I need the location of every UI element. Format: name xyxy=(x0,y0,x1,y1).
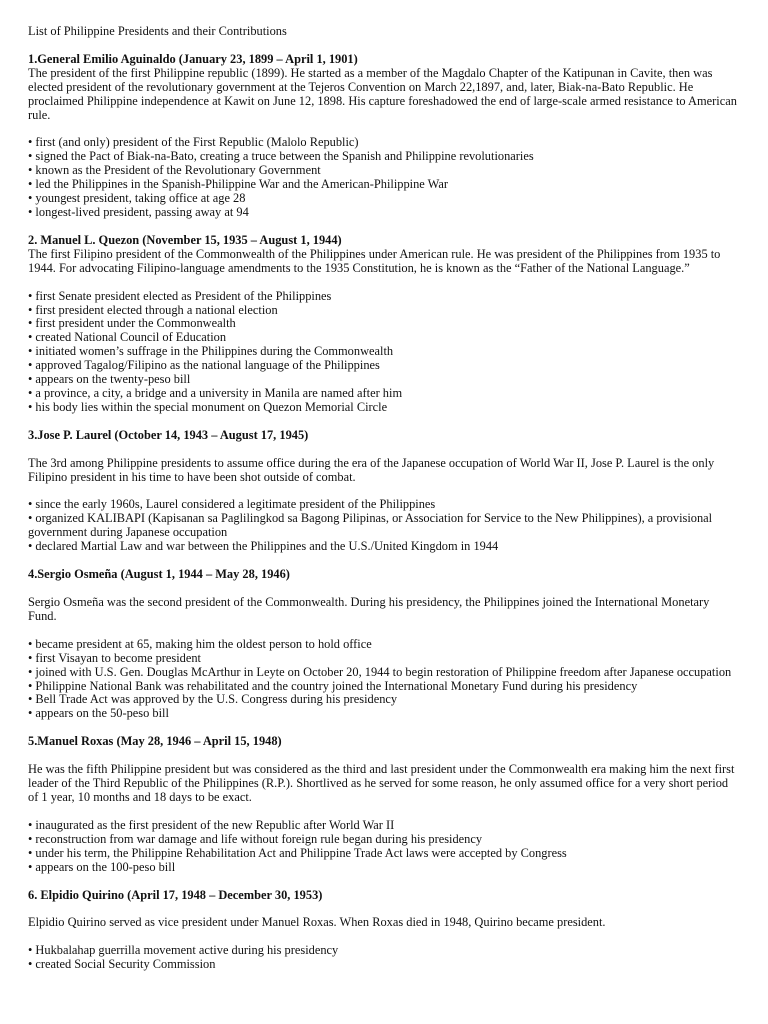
list-item: • first Senate president elected as President of the Philippines xyxy=(28,288,332,303)
section-description: The 3rd among Philippine presidents to assume office during the era of the Japanese occupation of World War II, Jose P. Laurel is the only Filipino president in his time to have been shot outside of combat. xyxy=(28,455,715,484)
president-section-roxas xyxy=(28,735,740,874)
section-heading: 1.General Emilio Aguinaldo (January 23, 1899 – April 1, 1901) xyxy=(28,51,358,66)
list-item: • led the Philippines in the Spanish-Philippine War and the American-Philippine War xyxy=(28,177,449,192)
section-description: Sergio Osmeña was the second president of the Commonwealth. During his presidency, the Philippines joined the International Monetary Fund. xyxy=(28,595,710,623)
president-section-quezon xyxy=(28,234,740,415)
list-item: • first president under the Commonwealth xyxy=(28,316,236,331)
list-item: • approved Tagalog/Filipino as the national language of the Philippines xyxy=(28,358,380,373)
list-item: • under his term, the Philippine Rehabilitation Act and Philippine Trade Act laws were accepted by Congress xyxy=(28,845,567,860)
contribution-list xyxy=(28,290,740,415)
contribution-list xyxy=(28,819,740,875)
list-item: • youngest president, taking office at age 28 xyxy=(28,191,246,206)
list-item: • first president elected through a national election xyxy=(28,302,278,317)
list-item: • appears on the twenty-peso bill xyxy=(28,372,191,387)
list-item: • Bell Trade Act was approved by the U.S. Congress during his presidency xyxy=(28,692,398,707)
list-item: • reconstruction from war damage and life without foreign rule began during his presidency xyxy=(28,831,483,846)
president-section-quirino xyxy=(28,889,740,973)
list-item: • Hukbalahap guerrilla movement active during his presidency xyxy=(28,943,339,958)
list-item: • appears on the 100-peso bill xyxy=(28,859,176,874)
list-item: • Philippine National Bank was rehabilitated and the country joined the International Monetary Fund during his presidency xyxy=(28,678,638,693)
section-description: He was the fifth Philippine president but was considered as the third and last president under the Commonwealth era making him the next first leader of the Third Republic of the Philippines (R.P.). Shortlived as he served for some reason, he only assumed office for a very short period of 1 year, 10 months and 18 days to be exact. xyxy=(28,762,735,804)
list-item: • first (and only) president of the First Republic (Malolo Republic) xyxy=(28,135,359,150)
list-item: • created National Council of Education xyxy=(28,330,227,345)
list-item: • inaugurated as the first president of the new Republic after World War II xyxy=(28,817,395,832)
section-description: The first Filipino president of the Commonwealth of the Philippines under American rule. He was president of the Philippines from 1935 to 1944. For advocating Filipino-language amendments to the 1935 Constitution, he is known as the “Father of the National Language.” xyxy=(28,246,721,275)
list-item: • since the early 1960s, Laurel considered a legitimate president of the Philippines xyxy=(28,497,436,512)
section-heading: 5.Manuel Roxas (May 28, 1946 – April 15, 1948) xyxy=(28,734,282,749)
president-section-aguinaldo xyxy=(28,53,740,220)
president-section-laurel xyxy=(28,429,740,554)
list-item: • appears on the 50-peso bill xyxy=(28,706,169,721)
list-item: • initiated women’s suffrage in the Philippines during the Commonwealth xyxy=(28,344,394,359)
list-item: • declared Martial Law and war between the Philippines and the U.S./United Kingdom in 1944 xyxy=(28,539,499,554)
list-item: • his body lies within the special monument on Quezon Memorial Circle xyxy=(28,399,388,414)
contribution-list xyxy=(28,136,740,219)
list-item: • known as the President of the Revolutionary Government xyxy=(28,163,321,178)
section-heading: 4.Sergio Osmeña (August 1, 1944 – May 28, 1946) xyxy=(28,567,290,582)
contribution-list xyxy=(28,944,740,972)
list-item: • a province, a city, a bridge and a university in Manila are named after him xyxy=(28,385,403,400)
list-item: • organized KALIBAPI (Kapisanan sa Paglilingkod sa Bagong Pilipinas, or Association for Service to the New Philippines), a provisional government during Japanese occupation xyxy=(28,511,713,540)
president-section-osmena xyxy=(28,568,740,721)
contribution-list xyxy=(28,498,740,554)
section-description: The president of the first Philippine republic (1899). He started as a member of the Magdalo Chapter of the Katipunan in Cavite, then was elected president of the revolutionary government at the Tejeros Convention on March 22,1897, and, later, Biak-na-Bato Republic. He proclaimed Philippine independence at Kawit on June 12, 1898. His capture foreshadowed the end of large-scale armed resistance to American rule. xyxy=(28,65,737,122)
section-heading: 3.Jose P. Laurel (October 14, 1943 – August 17, 1945) xyxy=(28,427,309,442)
section-description: Elpidio Quirino served as vice president under Manuel Roxas. When Roxas died in 1948, Quirino became president. xyxy=(28,915,606,930)
list-item: • joined with U.S. Gen. Douglas McArthur in Leyte on October 20, 1944 to begin restoration of Philippine freedom after Japanese occupation xyxy=(28,664,732,679)
list-item: • signed the Pact of Biak-na-Bato, creating a truce between the Spanish and Philippine revolutionaries xyxy=(28,149,534,164)
document-title: List of Philippine Presidents and their Contributions xyxy=(28,24,287,38)
section-heading: 2. Manuel L. Quezon (November 15, 1935 – August 1, 1944) xyxy=(28,232,342,247)
list-item: • became president at 65, making him the oldest person to hold office xyxy=(28,636,372,651)
section-heading: 6. Elpidio Quirino (April 17, 1948 – December 30, 1953) xyxy=(28,887,323,902)
list-item: • longest-lived president, passing away at 94 xyxy=(28,204,249,219)
contribution-list xyxy=(28,638,740,721)
list-item: • first Visayan to become president xyxy=(28,650,202,665)
list-item: • created Social Security Commission xyxy=(28,957,216,972)
